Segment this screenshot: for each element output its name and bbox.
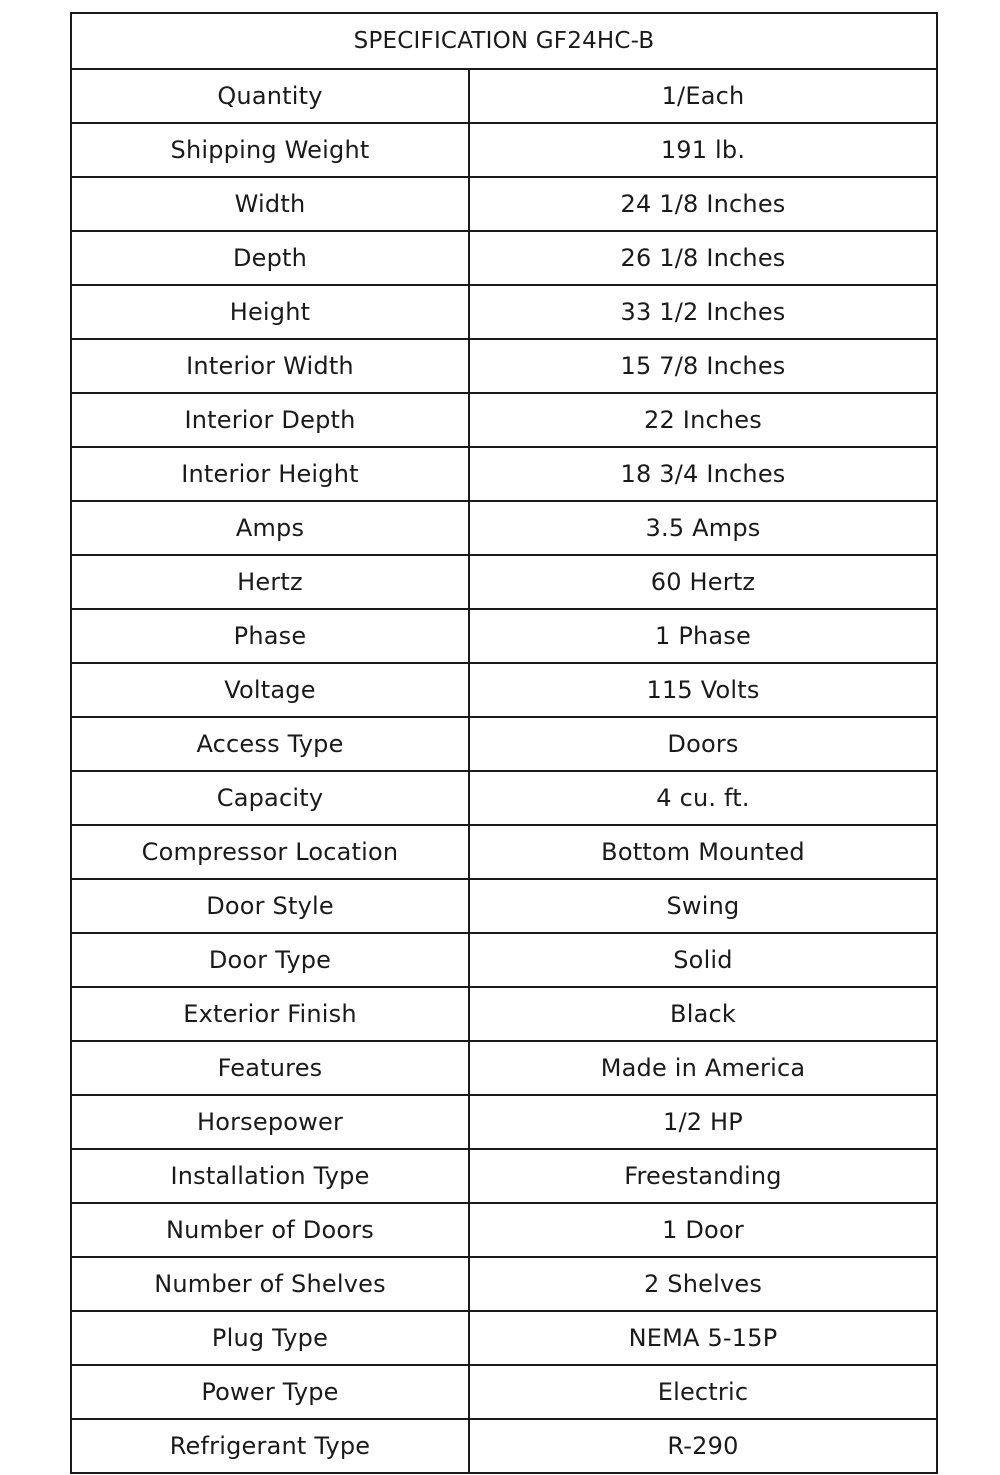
spec-label: Height [71, 285, 469, 339]
spec-value: Black [469, 987, 937, 1041]
table-row [71, 1257, 937, 1311]
spec-label: Door Style [71, 879, 469, 933]
spec-value: NEMA 5-15P [469, 1311, 937, 1365]
spec-value: Swing [469, 879, 937, 933]
spec-label: Compressor Location [71, 825, 469, 879]
spec-value: 24 1/8 Inches [469, 177, 937, 231]
spec-value: Made in America [469, 1041, 937, 1095]
spec-label: Horsepower [71, 1095, 469, 1149]
table-row [71, 285, 937, 339]
spec-label: Interior Depth [71, 393, 469, 447]
table-row [71, 447, 937, 501]
spec-value: 3.5 Amps [469, 501, 937, 555]
spec-value: 18 3/4 Inches [469, 447, 937, 501]
spec-value: Freestanding [469, 1149, 937, 1203]
table-row [71, 609, 937, 663]
table-row [71, 987, 937, 1041]
spec-value: 2 Shelves [469, 1257, 937, 1311]
spec-label: Amps [71, 501, 469, 555]
table-row [71, 771, 937, 825]
spec-value: 115 Volts [469, 663, 937, 717]
spec-label: Plug Type [71, 1311, 469, 1365]
spec-label: Width [71, 177, 469, 231]
table-row [71, 879, 937, 933]
spec-value: 33 1/2 Inches [469, 285, 937, 339]
spec-label: Features [71, 1041, 469, 1095]
spec-label: Hertz [71, 555, 469, 609]
spec-value: 1/Each [469, 69, 937, 123]
spec-label: Refrigerant Type [71, 1419, 469, 1473]
table-row [71, 123, 937, 177]
table-row [71, 501, 937, 555]
spec-value: 60 Hertz [469, 555, 937, 609]
spec-label: Quantity [71, 69, 469, 123]
spec-label: Door Type [71, 933, 469, 987]
spec-value: 15 7/8 Inches [469, 339, 937, 393]
table-header-row [71, 13, 937, 69]
spec-label: Capacity [71, 771, 469, 825]
spec-label: Voltage [71, 663, 469, 717]
spec-value: Bottom Mounted [469, 825, 937, 879]
spec-value: 4 cu. ft. [469, 771, 937, 825]
table-row [71, 1149, 937, 1203]
table-row [71, 933, 937, 987]
table-row [71, 231, 937, 285]
table-row [71, 825, 937, 879]
table-row [71, 555, 937, 609]
spec-value: 1 Phase [469, 609, 937, 663]
table-row [71, 177, 937, 231]
table-row [71, 663, 937, 717]
spec-label: Interior Width [71, 339, 469, 393]
table-title: SPECIFICATION GF24HC-B [71, 13, 937, 69]
spec-label: Depth [71, 231, 469, 285]
spec-label: Interior Height [71, 447, 469, 501]
spec-value: Solid [469, 933, 937, 987]
spec-label: Number of Shelves [71, 1257, 469, 1311]
table-body [71, 69, 937, 1473]
table-row [71, 1365, 937, 1419]
table-row [71, 1095, 937, 1149]
spec-value: Electric [469, 1365, 937, 1419]
table-row [71, 339, 937, 393]
spec-value: 26 1/8 Inches [469, 231, 937, 285]
table-row [71, 69, 937, 123]
spec-value: 1 Door [469, 1203, 937, 1257]
spec-value: 22 Inches [469, 393, 937, 447]
table-row [71, 393, 937, 447]
spec-value: Doors [469, 717, 937, 771]
spec-value: 1/2 HP [469, 1095, 937, 1149]
spec-label: Power Type [71, 1365, 469, 1419]
specification-table [70, 12, 938, 1474]
table-row [71, 1203, 937, 1257]
spec-label: Access Type [71, 717, 469, 771]
table-row [71, 1419, 937, 1473]
table-row [71, 717, 937, 771]
spec-value: 191 lb. [469, 123, 937, 177]
spec-label: Number of Doors [71, 1203, 469, 1257]
table-row [71, 1041, 937, 1095]
spec-value: R-290 [469, 1419, 937, 1473]
spec-label: Phase [71, 609, 469, 663]
spec-label: Exterior Finish [71, 987, 469, 1041]
spec-label: Shipping Weight [71, 123, 469, 177]
table-row [71, 1311, 937, 1365]
spec-label: Installation Type [71, 1149, 469, 1203]
